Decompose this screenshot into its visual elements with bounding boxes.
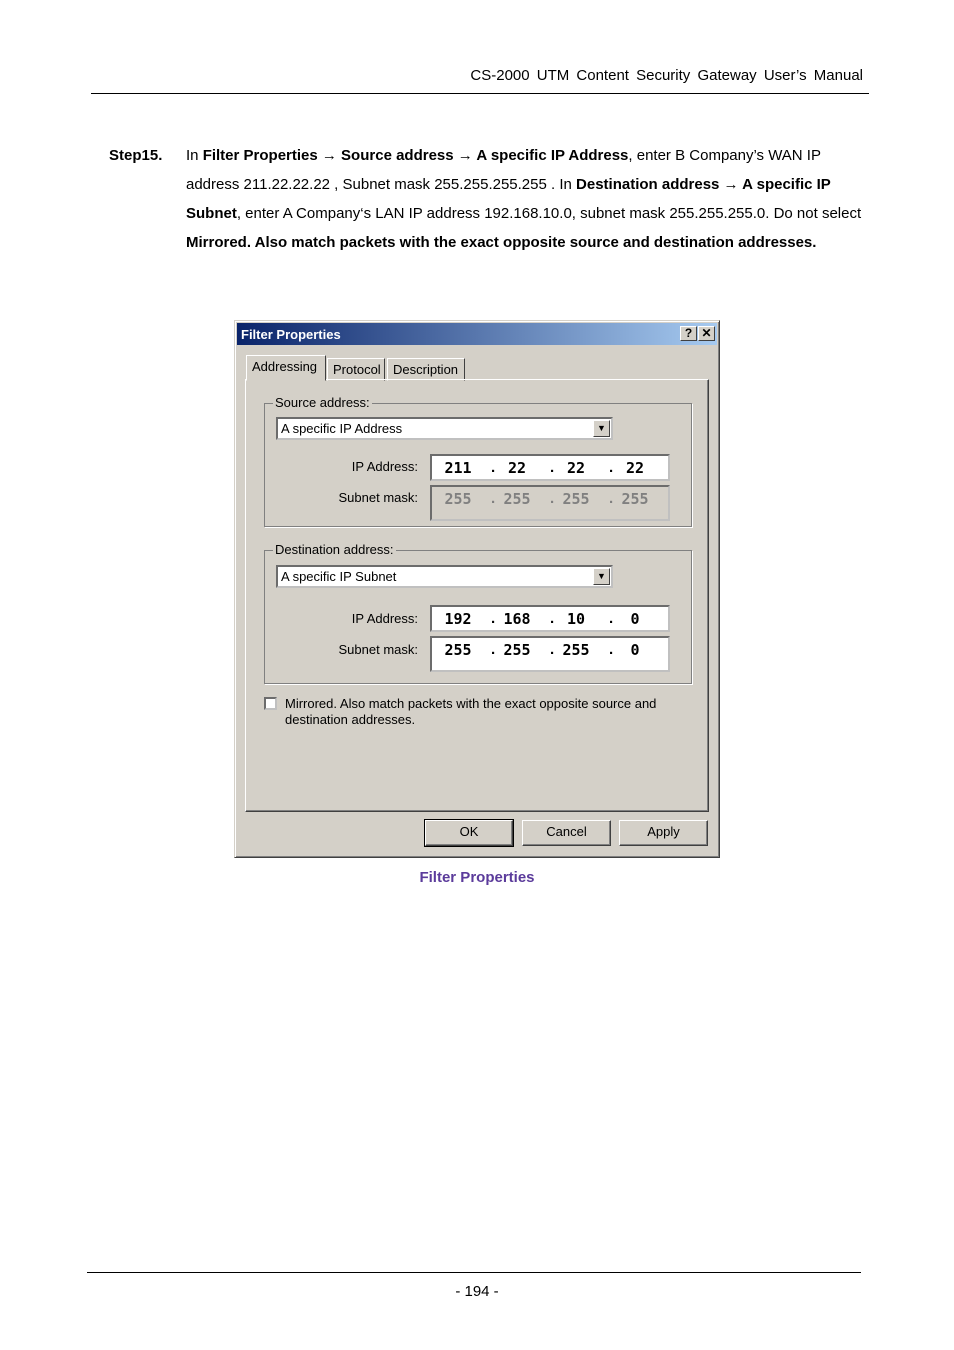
step-text-part: , enter B Company’s WAN IP address 211.22.22.22 , Subnet mask 255.255.255.255 . In bbox=[186, 147, 821, 193]
tab-description[interactable] bbox=[387, 358, 465, 381]
source-address-group bbox=[264, 395, 692, 527]
close-icon: ✕ bbox=[701, 326, 712, 340]
destination-address-label: Destination address: bbox=[275, 542, 394, 557]
help-icon: ? bbox=[684, 326, 693, 340]
source-address-select[interactable] bbox=[276, 417, 613, 440]
ip-octet: 255 bbox=[444, 641, 472, 659]
ip-octet: 22 bbox=[507, 459, 527, 477]
ip-dot: . bbox=[491, 459, 496, 476]
cancel-button[interactable] bbox=[522, 820, 611, 846]
ip-octet: 0 bbox=[630, 641, 640, 659]
apply-button[interactable] bbox=[619, 820, 708, 846]
close-button[interactable] bbox=[698, 326, 715, 341]
help-button[interactable] bbox=[680, 326, 697, 341]
ip-octet: 22 bbox=[566, 459, 586, 477]
tab-label: Protocol bbox=[333, 362, 381, 377]
ip-octet: 10 bbox=[566, 610, 586, 628]
button-label: OK bbox=[459, 824, 479, 839]
step-text-part: In bbox=[186, 147, 203, 164]
ip-dot: . bbox=[550, 459, 555, 476]
dialog-titlebar[interactable] bbox=[237, 323, 717, 345]
ip-octet: 255 bbox=[503, 490, 531, 508]
step-text-part: Filter Properties → Source address → A specific IP Address bbox=[202, 147, 629, 164]
source-address-label: Source address: bbox=[275, 395, 370, 410]
ip-octet: 0 bbox=[630, 610, 640, 628]
step-text-part: Mirrored. Also match packets with the exact opposite source and destination addresses. bbox=[186, 234, 817, 251]
figure-caption: Filter Properties bbox=[419, 869, 535, 886]
ip-dot: . bbox=[550, 610, 555, 627]
destination-address-group bbox=[264, 542, 692, 684]
source-mask-label: Subnet mask: bbox=[338, 490, 418, 505]
source-address-value: A specific IP Address bbox=[281, 421, 403, 436]
source-mask-input bbox=[430, 485, 670, 521]
ip-dot: . bbox=[491, 610, 496, 627]
ip-octet: 255 bbox=[444, 490, 472, 508]
destination-address-value: A specific IP Subnet bbox=[281, 569, 397, 584]
ip-dot: . bbox=[609, 490, 614, 507]
step-text bbox=[186, 141, 862, 257]
tab-label: Description bbox=[393, 362, 459, 377]
page-header: CS-2000 UTM Content Security Gateway User’s Manual bbox=[470, 67, 863, 84]
button-label: Apply bbox=[647, 824, 680, 839]
ip-dot: . bbox=[609, 459, 614, 476]
ip-octet: 255 bbox=[503, 641, 531, 659]
ip-dot: . bbox=[491, 490, 496, 507]
button-label: Cancel bbox=[546, 824, 587, 839]
ip-octet: 22 bbox=[625, 459, 645, 477]
ip-dot: . bbox=[609, 610, 614, 627]
destination-mask-input[interactable] bbox=[430, 636, 670, 672]
tab-protocol[interactable] bbox=[327, 358, 385, 381]
chevron-down-icon[interactable]: ▼ bbox=[593, 568, 610, 585]
header-rule bbox=[91, 93, 869, 94]
step-label: Step15. bbox=[109, 147, 163, 164]
ok-button[interactable] bbox=[425, 820, 513, 846]
page-number: - 194 - bbox=[455, 1283, 499, 1300]
ip-octet: 255 bbox=[562, 490, 590, 508]
destination-ip-input[interactable] bbox=[430, 605, 670, 632]
dialog-title: Filter Properties bbox=[241, 327, 341, 342]
tab-label: Addressing bbox=[252, 359, 318, 374]
destination-ip-label: IP Address: bbox=[351, 611, 418, 626]
step-text-part: Destination address → A specific IP Subnet bbox=[186, 176, 831, 222]
ip-octet: 192 bbox=[444, 610, 472, 628]
ip-octet: 211 bbox=[444, 459, 472, 477]
ip-dot: . bbox=[550, 490, 555, 507]
step-text-part: , enter A Company‘s LAN IP address 192.168.10.0, subnet mask 255.255.255.0. Do not select bbox=[236, 205, 862, 222]
addressing-panel bbox=[245, 379, 709, 812]
ip-dot: . bbox=[550, 641, 555, 658]
ip-dot: . bbox=[491, 641, 496, 658]
mirrored-label[interactable]: Mirrored. Also match packets with the exact opposite source and destination addresses. bbox=[285, 696, 657, 727]
chevron-down-icon[interactable]: ▼ bbox=[593, 420, 610, 437]
footer-rule bbox=[87, 1272, 861, 1273]
ip-octet: 168 bbox=[503, 610, 531, 628]
filter-properties-dialog bbox=[234, 320, 720, 858]
source-ip-label: IP Address: bbox=[351, 459, 418, 474]
mirrored-checkbox[interactable] bbox=[264, 697, 277, 710]
source-ip-input[interactable] bbox=[430, 454, 670, 481]
destination-address-select[interactable] bbox=[276, 565, 613, 588]
ip-dot: . bbox=[609, 641, 614, 658]
ip-octet: 255 bbox=[621, 490, 649, 508]
ip-octet: 255 bbox=[562, 641, 590, 659]
tab-addressing[interactable] bbox=[246, 355, 326, 381]
destination-mask-label: Subnet mask: bbox=[338, 642, 418, 657]
